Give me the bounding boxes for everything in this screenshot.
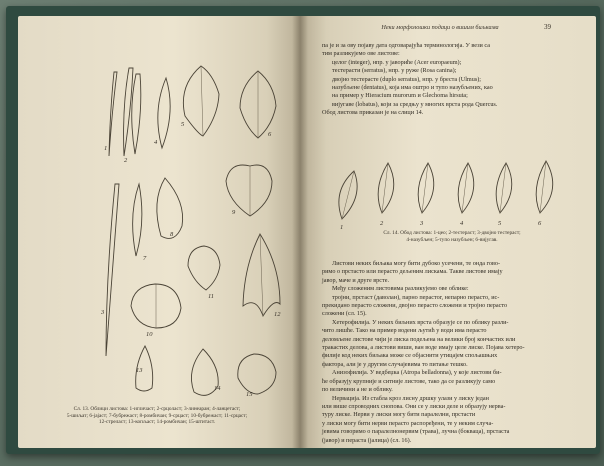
margin-item: целог (integer), нпр. у јавориће (Acer europaeum); — [332, 58, 462, 66]
leaf-label-4: 4 — [154, 139, 158, 146]
leaf-label-14: 14 — [214, 385, 221, 392]
text-line: чито лишће. Тако на пример водени љутић у води има перасто — [322, 327, 487, 335]
margin-leaf-6-midrib — [540, 161, 546, 213]
leaf-label-5: 5 — [181, 121, 185, 128]
figure-14-caption — [328, 230, 576, 243]
margin-leaf-3-double-serrate — [418, 163, 434, 213]
leaf-label-3: 3 — [101, 309, 105, 316]
text-line: фактора, али је у другим случајевима то питање тешко. — [322, 360, 468, 368]
text-line: сложени (сл. 15). — [322, 310, 367, 318]
running-head: Неки морфолошки подаци о вишим биљкама — [381, 24, 499, 31]
text-line: Обод листова приказан је на слици 14. — [322, 109, 424, 117]
margin-label-1: 1 — [340, 224, 344, 231]
leaf-label-7: 7 — [143, 255, 147, 262]
leaf-label-8: 8 — [170, 231, 174, 238]
margin-item: назубљене (dentatus), која има оштро и тупо назубљених, као — [332, 84, 493, 92]
text-line: филије код неких биљака може се објаснити утицајем спољашњих — [322, 352, 498, 360]
margin-label-4: 4 — [460, 220, 464, 227]
left-page — [18, 16, 300, 448]
text-line: ће образују крупније и ситније листове, тако да се разликују само — [322, 377, 496, 385]
leaf-11-cordate — [188, 246, 220, 290]
margin-label-5: 5 — [498, 220, 502, 227]
page-number: 39 — [544, 23, 551, 31]
leaf-shapes-plate — [18, 16, 300, 448]
text-line: па је и за ову појаву дата одговарајућа терминологија. У вези са — [322, 42, 490, 49]
leaf-2-pointed — [132, 74, 141, 154]
leaf-label-6: 6 — [268, 131, 272, 138]
margin-item: вијугаве (lobatus), који за средњу у многих врста рода Quercus. — [332, 100, 498, 108]
leaf-label-12: 12 — [274, 311, 281, 318]
leaf-label-1: 1 — [104, 145, 108, 152]
leaf-4-lanceolate — [158, 78, 170, 148]
intro-text — [322, 42, 576, 118]
margin-leaf-5-crenate — [496, 163, 512, 213]
text-line: деломљене листове чији је лиска подељена на велики број кончастих или — [322, 335, 516, 343]
text-line: туру лиске. Нерви у лиски могу бити паралелни, прстасти — [322, 411, 476, 419]
text-line: или више спроводних снопова. Они се у лиски деле и образују нерва- — [322, 402, 506, 410]
text-line: (јавор) и пераста (јалица) (сл. 16). — [322, 436, 412, 444]
leaf-3-linear-long — [106, 184, 119, 356]
text-line: прекидано перасто сложени, двојно перасто сложени и тројно перасто — [322, 302, 508, 310]
text-line: Нервација. Из стабла кроз лисну дршку улази у лиску један — [332, 394, 489, 402]
margin-leaf-6-sinuate — [536, 161, 553, 213]
leaf-1-needle — [109, 72, 117, 156]
margin-item: тестерасти (serratus), нпр. у ружe (Rosa canina); — [332, 67, 457, 75]
margin-leaf-2-serrate — [378, 163, 394, 213]
text-line: Анизофилија. У ведбеџка (Atropa belladonna), у које листови би- — [332, 369, 502, 377]
caption-line: 4-назубљен; 5-тупо назубљен; 6-вијугав. — [406, 236, 498, 243]
text-line: јавор, маче и друге врсте. — [322, 276, 390, 284]
text-line: Хетерофилија. У неких биљних врста образује се по облику разли- — [332, 318, 509, 326]
leaf-label-9: 9 — [232, 209, 236, 216]
text-line: у лиски могу бити нерви перасто распоређени, те у неким случа- — [322, 419, 494, 427]
caption-line: 12-стреласт; 13-копљаст; 14-ромбичан; 15-штитаст. — [98, 419, 216, 426]
text-line: Међу сложеним листовима разликујемо ове облике: — [332, 285, 469, 293]
margin-label-3: 3 — [420, 220, 424, 227]
leaf-label-13: 13 — [136, 367, 143, 374]
figure-13-caption — [38, 406, 276, 426]
right-page — [300, 16, 596, 448]
margin-item: на пример у Hieracium murorum и Glechoma hirsuta; — [332, 92, 468, 100]
caption-line: Сл. 14. Обод листова: 1-цео; 2-тестераст; 3-двојно тестераст; — [383, 230, 521, 236]
leaf-7-narrow — [133, 184, 142, 256]
text-line: јевима говоримо о паралелнонервим (трава), лучна (бокваца), прстаста — [322, 428, 510, 436]
margin-item: двојно тестерасте (duplo serratus), нпр. у бреста (Ulmus); — [332, 75, 482, 83]
caption-line: 5-шиљат; 6-јајаст; 7-бубрежаст; 8-ромбичан; 9-срцаст; 10-бубрежаст; 11-срцаст; — [66, 412, 248, 419]
text-line: по величини а не и облику. — [322, 386, 393, 394]
text-line: Листови неких биљака могу бити дубоко усечени, те онда гово- — [332, 260, 501, 267]
leaf-label-11: 11 — [208, 293, 215, 300]
text-line: тим разликујемо ове листове: — [322, 50, 400, 58]
text-line: тројни, прстаст (даволан), парно перастог, непарно перасто, ис- — [332, 293, 500, 301]
body-text — [322, 260, 576, 445]
text-line: римо о прстасто или перасто дељеним лискама. Такве листове имају — [322, 268, 503, 276]
leaf-label-10: 10 — [146, 331, 153, 338]
text-line: тракастих делова, а листови виши, ван воде имају целе лиске. Појава хетеро- — [322, 344, 525, 352]
leaf-label-2: 2 — [124, 157, 128, 164]
open-book — [6, 6, 600, 454]
margin-label-6: 6 — [538, 220, 542, 227]
leaf-label-15: 15 — [246, 391, 253, 398]
leaf-margins-figure — [324, 141, 578, 241]
margin-label-2: 2 — [380, 220, 384, 227]
leaf-15-peltate — [238, 354, 276, 394]
caption-line: Сл. 13. Облици листова: 1-игличаст; 2-срцоласт; 3-линеаран; 4-ланцетаст; — [73, 406, 241, 412]
leaf-8-rhombic — [157, 178, 183, 238]
book-gutter — [292, 16, 308, 448]
leaf-12-midrib — [260, 234, 263, 316]
leaf-5-midrib — [201, 66, 203, 136]
margin-leaf-4-dentate — [458, 163, 474, 213]
